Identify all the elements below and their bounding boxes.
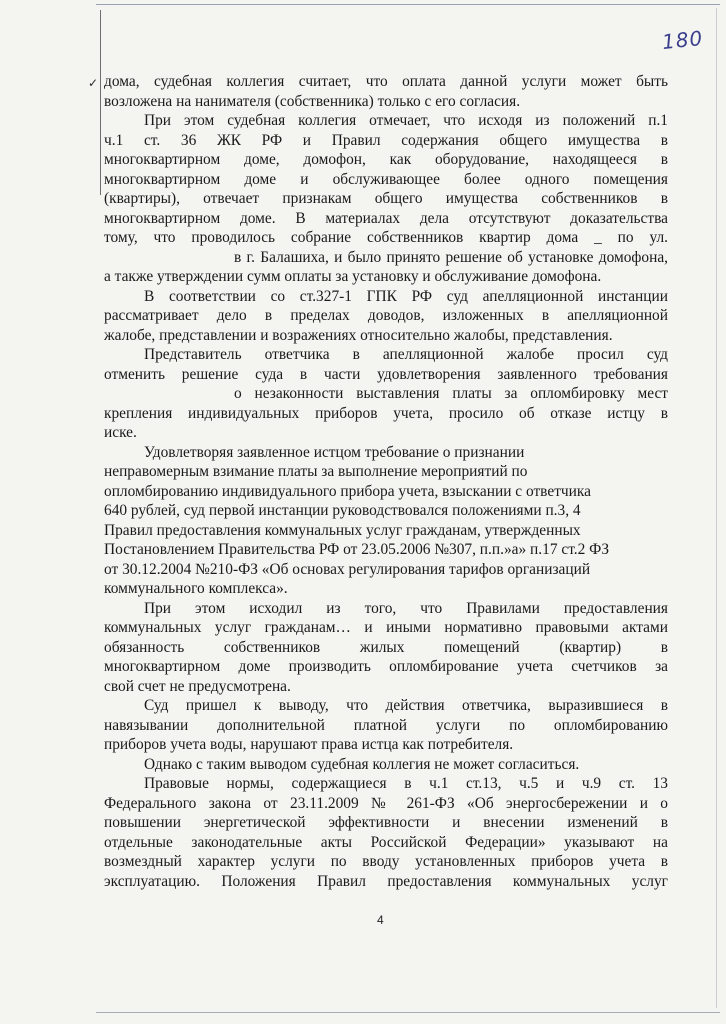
text-line: ч.1 ст. 36 ЖК РФ и Правил содержания общего имущества в	[104, 131, 668, 149]
text-line: Удовлетворяя заявленное истцом требование о признании	[144, 443, 525, 461]
text-line: Федерального закона от 23.11.2009 № 261-ФЗ «Об энергосбережении и о	[104, 794, 668, 812]
text-line: возмездный характер услуги по вводу установленных приборов учета в	[104, 853, 668, 870]
text-line: возложена на нанимателя (собственника) только с его согласия.	[104, 92, 521, 110]
bottom-edge-line	[96, 1012, 720, 1013]
top-edge-line	[96, 4, 720, 5]
text-line: Представитель ответчика в апелляционной жалобе просил суд	[144, 346, 668, 363]
text-line: При этом судебная коллегия отмечает, что исходя из положений п.1	[144, 112, 668, 129]
text-line: эксплуатацию. Положения Правил предоставления коммунальных услуг	[104, 872, 668, 890]
text-line: Однако с таким выводом судебная коллегия не может согласиться.	[144, 755, 580, 773]
text-line: отменить решение суда в части удовлетворения заявленного требования	[104, 365, 668, 383]
text-line: Правил предоставления коммунальных услуг гражданам, утвержденных	[104, 521, 581, 539]
page-number: 4	[377, 913, 384, 927]
text-line: повышении энергетической эффективности и внесении изменений в	[104, 814, 668, 831]
text-line: 640 рублей, суд первой инстанции руководствовался положениями п.3, 4	[104, 502, 581, 519]
text-line: о незаконности выставления платы за опломбировку мест	[234, 385, 668, 402]
handwritten-page-number: 180	[660, 25, 705, 55]
text-line: Правовые нормы, содержащиеся в ч.1 ст.13, ч.5 и ч.9 ст. 13	[144, 775, 668, 792]
text-line: многоквартирном доме производить опломбирование учета счетчиков за	[104, 658, 668, 675]
text-line: многоквартирном доме и обслуживающее более одного помещения	[104, 170, 668, 188]
text-line: коммунальных услуг гражданам… и иными нормативно правовыми актами	[104, 619, 668, 636]
text-line: опломбированию индивидуального прибора учета, взыскании с ответчика	[104, 482, 591, 500]
right-edge-line	[716, 8, 717, 1008]
text-line: а также утверждении сумм оплаты за установку и обслуживание домофона.	[104, 268, 602, 285]
text-line: приборов учета воды, нарушают права истца как потребителя.	[104, 736, 514, 753]
check-mark-icon: ✓	[88, 76, 99, 90]
text-line: дома, судебная коллегия считает, что оплата данной услуги может быть	[104, 73, 668, 90]
text-line: многоквартирном доме, домофон, как оборудование, находящееся в	[104, 151, 668, 168]
text-line: отдельные законодательные акты Российской Федерации» указывают на	[104, 833, 668, 851]
text-line: навязывании дополнительной платной услуги по опломбированию	[104, 716, 668, 734]
text-line: рассматривает дело в пределах доводов, изложенных в апелляционной	[104, 307, 668, 324]
text-line: в г. Балашиха, и было принято решение об установке домофона,	[234, 248, 668, 266]
text-line: иске.	[104, 424, 137, 441]
text-line: Суд пришел к выводу, что действия ответчика, выразившиеся в	[144, 697, 668, 714]
text-line: жалобе, представлении и возражениях относительно жалобы, представления.	[104, 326, 613, 344]
text-line: При этом исходил из того, что Правилами предоставления	[144, 599, 668, 617]
text-line: коммунального комплекса».	[104, 580, 288, 597]
text-line: неправомерным взимание платы за выполнение мероприятий по	[104, 463, 528, 480]
text-line: многоквартирном доме. В материалах дела отсутствуют доказательства	[104, 209, 668, 227]
left-margin-line	[100, 10, 101, 195]
text-line: тому, что проводилось собрание собственников квартир дома _ по ул.	[104, 229, 668, 246]
text-line: Постановлением Правительства РФ от 23.05.2006 №307, п.п.»а» п.17 ст.2 ФЗ	[104, 541, 610, 558]
text-line: В соответствии со ст.327-1 ГПК РФ суд апелляционной инстанции	[144, 287, 668, 305]
text-line: (квартиры), отвечает признакам общего имущества собственников в	[104, 190, 668, 207]
text-line: от 30.12.2004 №210-ФЗ «Об основах регулирования тарифов организаций	[104, 560, 591, 578]
text-line: крепления индивидуальных приборов учета, просило об отказе истцу в	[104, 404, 668, 422]
text-line: обязанность собственников жилых помещений (квартир) в	[104, 638, 668, 656]
document-body	[104, 72, 668, 891]
text-line: свой счет не предусмотрена.	[104, 677, 291, 695]
